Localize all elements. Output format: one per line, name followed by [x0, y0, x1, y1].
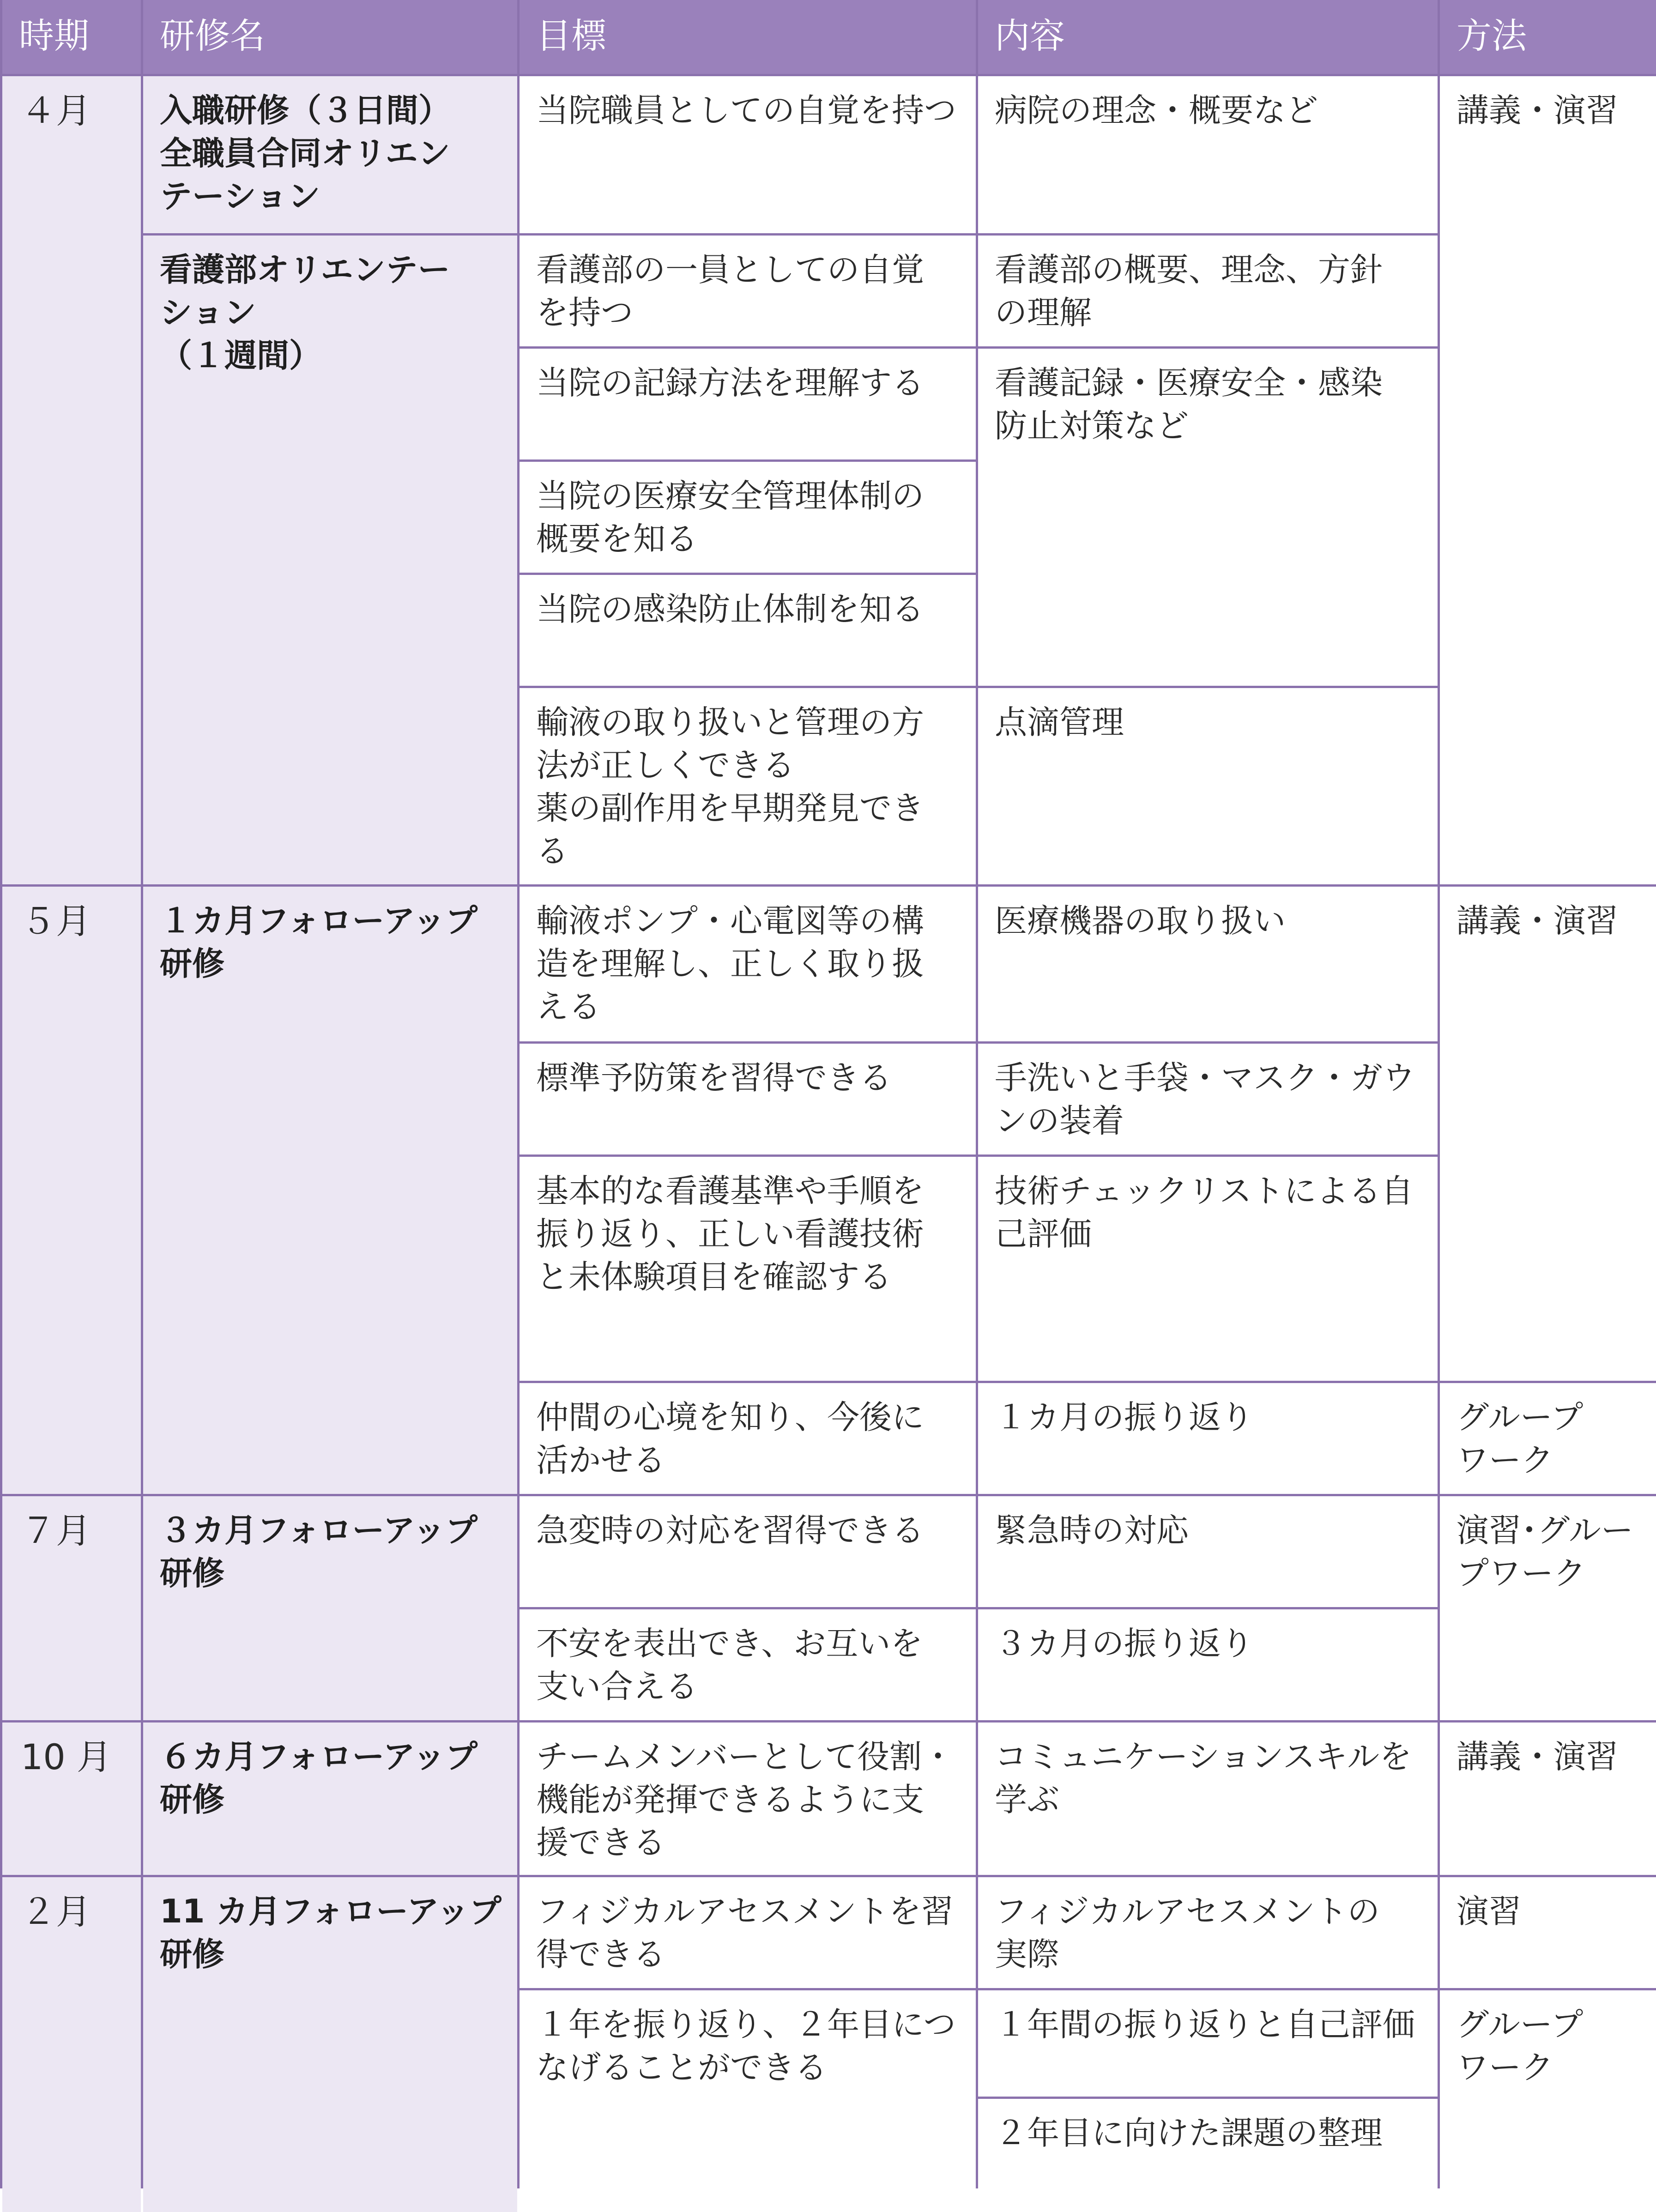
- period-october: 10 月: [2, 1722, 141, 1875]
- goal-cell: 当院の記録方法を理解する: [520, 349, 976, 459]
- method-cell: グループ ワーク: [1440, 1383, 1656, 1494]
- goal-cell: 急変時の対応を習得できる: [520, 1496, 976, 1607]
- goal-cell: 当院の医療安全管理体制の 概要を知る: [520, 462, 976, 573]
- method-cell: 講義・演習: [1440, 887, 1656, 1381]
- content-cell: 手洗いと手袋・マスク・ガウ ンの装着: [978, 1044, 1438, 1154]
- goal-cell: 仲間の心境を知り、今後に 活かせる: [520, 1383, 976, 1494]
- goal-cell: チームメンバーとして役割・ 機能が発揮できるように支 援できる: [520, 1722, 976, 1875]
- header-period: 時期: [2, 0, 141, 74]
- goal-cell: 基本的な看護基準や手順を 振り返り、正しい看護技術 と未体験項目を確認する: [520, 1157, 976, 1381]
- period-july: ７月: [2, 1496, 141, 1720]
- content-cell: １カ月の振り返り: [978, 1383, 1438, 1494]
- course-3month-followup: ３カ月フォローアップ 研修: [143, 1496, 517, 1720]
- content-cell: １年間の振り返りと自己評価: [978, 1990, 1438, 2097]
- content-cell: 技術チェックリストによる自 己評価: [978, 1157, 1438, 1381]
- course-11month-followup: 11 カ月フォローアップ 研修: [143, 1877, 517, 2212]
- goal-cell: 不安を表出でき、お互いを 支い合える: [520, 1609, 976, 1720]
- method-cell: 講義・演習: [1440, 76, 1656, 884]
- content-cell: フィジカルアセスメントの 実際: [978, 1877, 1438, 1988]
- content-cell: 病院の理念・概要など: [978, 76, 1438, 233]
- course-orientation-all-staff: 入職研修（３日間） 全職員合同オリエン テーション: [143, 76, 517, 233]
- content-cell: 緊急時の対応: [978, 1496, 1438, 1607]
- content-cell: 点滴管理: [978, 688, 1438, 884]
- header-method: 方法: [1440, 0, 1656, 74]
- content-cell: ３カ月の振り返り: [978, 1609, 1438, 1720]
- method-cell: グループ ワーク: [1440, 1990, 1656, 2212]
- goal-cell: 輸液ポンプ・心電図等の構 造を理解し、正しく取り扱 える: [520, 887, 976, 1041]
- method-cell: 演習: [1440, 1877, 1656, 1988]
- course-6month-followup: ６カ月フォローアップ 研修: [143, 1722, 517, 1875]
- period-may: ５月: [2, 887, 141, 1494]
- content-cell: ２年目に向けた課題の整理: [978, 2099, 1438, 2212]
- goal-cell: １年を振り返り、２年目につ なげることができる: [520, 1990, 976, 2212]
- goal-cell: 看護部の一員としての自覚 を持つ: [520, 236, 976, 346]
- goal-cell: フィジカルアセスメントを習 得できる: [520, 1877, 976, 1988]
- goal-cell: 当院の感染防止体制を知る: [520, 575, 976, 686]
- content-cell: 看護記録・医療安全・感染 防止対策など: [978, 349, 1438, 686]
- course-1month-followup: １カ月フォローアップ 研修: [143, 887, 517, 1494]
- course-nursing-orientation: 看護部オリエンテー ション （１週間）: [143, 236, 517, 884]
- header-goal: 目標: [520, 0, 976, 74]
- content-cell: 看護部の概要、理念、方針 の理解: [978, 236, 1438, 346]
- goal-cell: 当院職員としての自覚を持つ: [520, 76, 976, 233]
- content-cell: コミュニケーションスキルを 学ぶ: [978, 1722, 1438, 1875]
- method-cell: 演習･グルー プワーク: [1440, 1496, 1656, 1720]
- goal-cell: 輸液の取り扱いと管理の方 法が正しくできる 薬の副作用を早期発見でき る: [520, 688, 976, 884]
- goal-cell: 標準予防策を習得できる: [520, 1044, 976, 1154]
- period-april: ４月: [2, 76, 141, 884]
- content-cell: 医療機器の取り扱い: [978, 887, 1438, 1041]
- header-course: 研修名: [143, 0, 517, 74]
- header-content: 内容: [978, 0, 1438, 74]
- period-february: ２月: [2, 1877, 141, 2212]
- method-cell: 講義・演習: [1440, 1722, 1656, 1875]
